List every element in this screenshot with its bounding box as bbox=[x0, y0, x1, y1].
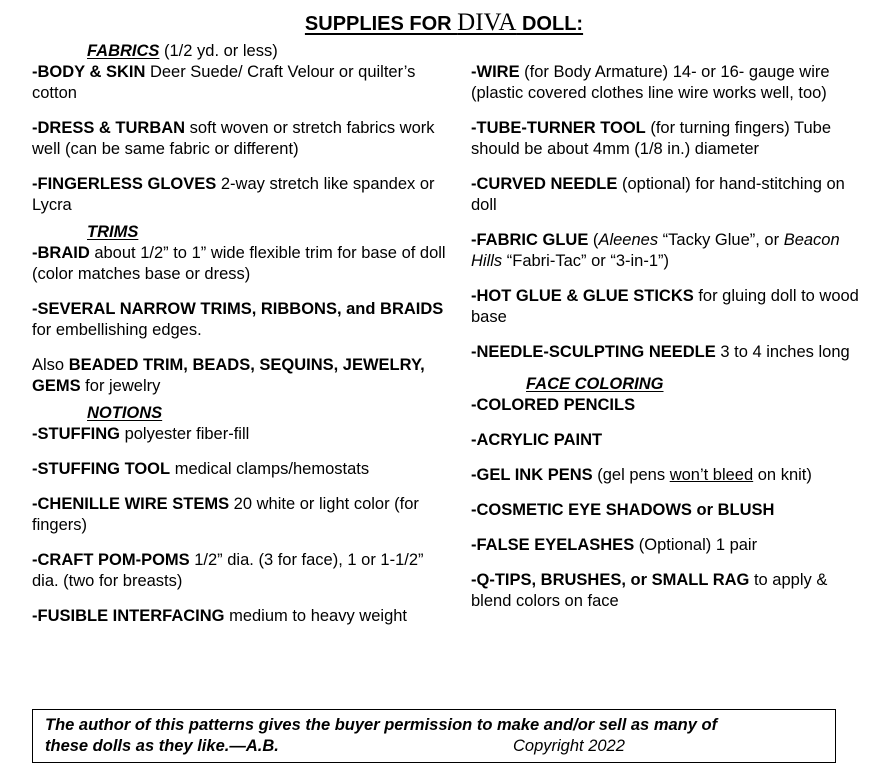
list-item bbox=[471, 570, 871, 612]
item-text: (optional) for hand-stitching on doll bbox=[471, 175, 845, 214]
item-label: -FALSE EYELASHES bbox=[471, 536, 635, 554]
permission-notice-box bbox=[32, 709, 836, 763]
item-label: -DRESS & TURBAN bbox=[32, 119, 186, 137]
face-coloring-section-header bbox=[471, 374, 871, 395]
list-item bbox=[32, 174, 447, 216]
item-label: -FUSIBLE INTERFACING bbox=[32, 607, 225, 625]
item-label: -BODY & SKIN bbox=[32, 63, 146, 81]
item-label: -STUFFING TOOL bbox=[32, 460, 171, 478]
item-text: for jewelry bbox=[80, 377, 161, 395]
item-text: polyester fiber-fill bbox=[120, 425, 250, 443]
item-label: BEADED TRIM, BEADS, SEQUINS, JEWELRY, GEMS bbox=[32, 356, 425, 395]
item-label: -SEVERAL NARROW TRIMS, RIBBONS, and BRAIDS bbox=[32, 300, 444, 318]
list-item bbox=[32, 459, 447, 480]
item-label: -CRAFT POM-POMS bbox=[32, 551, 190, 569]
item-label: -CHENILLE WIRE STEMS bbox=[32, 495, 230, 513]
list-item bbox=[32, 424, 447, 445]
page-title bbox=[0, 8, 888, 39]
list-item bbox=[471, 342, 871, 363]
permission-line-2: these dolls as they like.—A.B. bbox=[45, 737, 279, 755]
item-text: on knit) bbox=[753, 466, 812, 484]
right-column bbox=[471, 62, 871, 626]
list-item bbox=[32, 355, 447, 397]
notions-heading: NOTIONS bbox=[87, 404, 163, 422]
fabrics-heading: FABRICS bbox=[87, 42, 160, 60]
permission-line-1: The author of this patterns gives the buyer permission to make and/or sell as many of bbox=[45, 716, 718, 734]
list-item bbox=[471, 174, 871, 216]
item-text: 2-way stretch like spandex or Lycra bbox=[32, 175, 435, 214]
underlined-text: won’t bleed bbox=[669, 466, 754, 484]
title-prefix: SUPPLIES FOR bbox=[304, 13, 458, 35]
list-item bbox=[32, 494, 447, 536]
item-text: medium to heavy weight bbox=[224, 607, 408, 625]
item-text: Deer Suede/ Craft Velour or quilter’s cotton bbox=[32, 63, 416, 102]
item-label: -FABRIC GLUE bbox=[471, 231, 589, 249]
item-text: ( bbox=[588, 231, 599, 249]
item-label: -HOT GLUE & GLUE STICKS bbox=[471, 287, 694, 305]
list-item bbox=[32, 550, 447, 592]
brand-name: Aleenes bbox=[598, 231, 659, 249]
item-text: (gel pens bbox=[592, 466, 670, 484]
item-text: (for turning fingers) Tube should be about 4mm (1/8 in.) diameter bbox=[471, 119, 832, 158]
also-prefix: Also bbox=[32, 356, 69, 374]
list-item bbox=[32, 299, 447, 341]
list-item bbox=[32, 62, 447, 104]
trims-heading: TRIMS bbox=[87, 223, 139, 241]
item-text: for gluing doll to wood base bbox=[471, 287, 859, 326]
item-text: 1/2” dia. (3 for face), 1 or 1-1/2” dia. (two for breasts) bbox=[32, 551, 424, 590]
list-item bbox=[471, 286, 871, 328]
list-item bbox=[471, 535, 871, 556]
face-coloring-heading: FACE COLORING bbox=[526, 375, 664, 393]
brand-name: Beacon Hills bbox=[471, 231, 840, 270]
item-text: (for Body Armature) 14- or 16- gauge wire (plastic covered clothes line wire works well, too) bbox=[471, 63, 830, 102]
fabrics-section-header bbox=[32, 41, 447, 62]
list-item bbox=[32, 118, 447, 160]
item-text: for embellishing edges. bbox=[32, 321, 202, 339]
trims-section-header bbox=[32, 222, 447, 243]
item-label: -TUBE-TURNER TOOL bbox=[471, 119, 646, 137]
item-text: “Tacky Glue”, or bbox=[658, 231, 784, 249]
item-text: to apply & blend colors on face bbox=[471, 571, 828, 610]
item-label: -WIRE bbox=[471, 63, 520, 81]
list-item bbox=[471, 230, 871, 272]
item-label: -COLORED PENCILS bbox=[471, 396, 636, 414]
list-item bbox=[471, 430, 871, 451]
list-item bbox=[471, 500, 871, 521]
list-item bbox=[471, 62, 871, 104]
fabrics-note: (1/2 yd. or less) bbox=[159, 42, 278, 60]
item-label: -GEL INK PENS bbox=[471, 466, 593, 484]
item-text: medical clamps/hemostats bbox=[170, 460, 370, 478]
item-label: -STUFFING bbox=[32, 425, 120, 443]
list-item bbox=[32, 606, 447, 627]
notions-section-header bbox=[32, 403, 447, 424]
list-item bbox=[471, 465, 871, 486]
item-label: -COSMETIC EYE SHADOWS or BLUSH bbox=[471, 501, 775, 519]
left-column bbox=[32, 41, 447, 641]
item-label: -CURVED NEEDLE bbox=[471, 175, 618, 193]
item-label: -ACRYLIC PAINT bbox=[471, 431, 603, 449]
list-item bbox=[32, 243, 447, 285]
item-text: “Fabri-Tac” or “3-in-1”) bbox=[502, 252, 670, 270]
item-label: -Q-TIPS, BRUSHES, or SMALL RAG bbox=[471, 571, 750, 589]
item-label: -NEEDLE-SCULPTING NEEDLE bbox=[471, 343, 716, 361]
item-text: about 1/2” to 1” wide flexible trim for base of doll (color matches base or dress) bbox=[32, 244, 446, 283]
item-text: 3 to 4 inches long bbox=[715, 343, 850, 361]
title-doll-name: DIVA bbox=[457, 9, 517, 36]
item-text: soft woven or stretch fabrics work well (can be same fabric or different) bbox=[32, 119, 435, 158]
item-label: -BRAID bbox=[32, 244, 90, 262]
item-label: -FINGERLESS GLOVES bbox=[32, 175, 217, 193]
copyright-notice: Copyright 2022 bbox=[513, 737, 625, 755]
list-item bbox=[471, 118, 871, 160]
title-suffix: DOLL: bbox=[516, 13, 584, 35]
item-text: (Optional) 1 pair bbox=[634, 536, 758, 554]
list-item bbox=[471, 395, 871, 416]
item-text: 20 white or light color (for fingers) bbox=[32, 495, 419, 534]
